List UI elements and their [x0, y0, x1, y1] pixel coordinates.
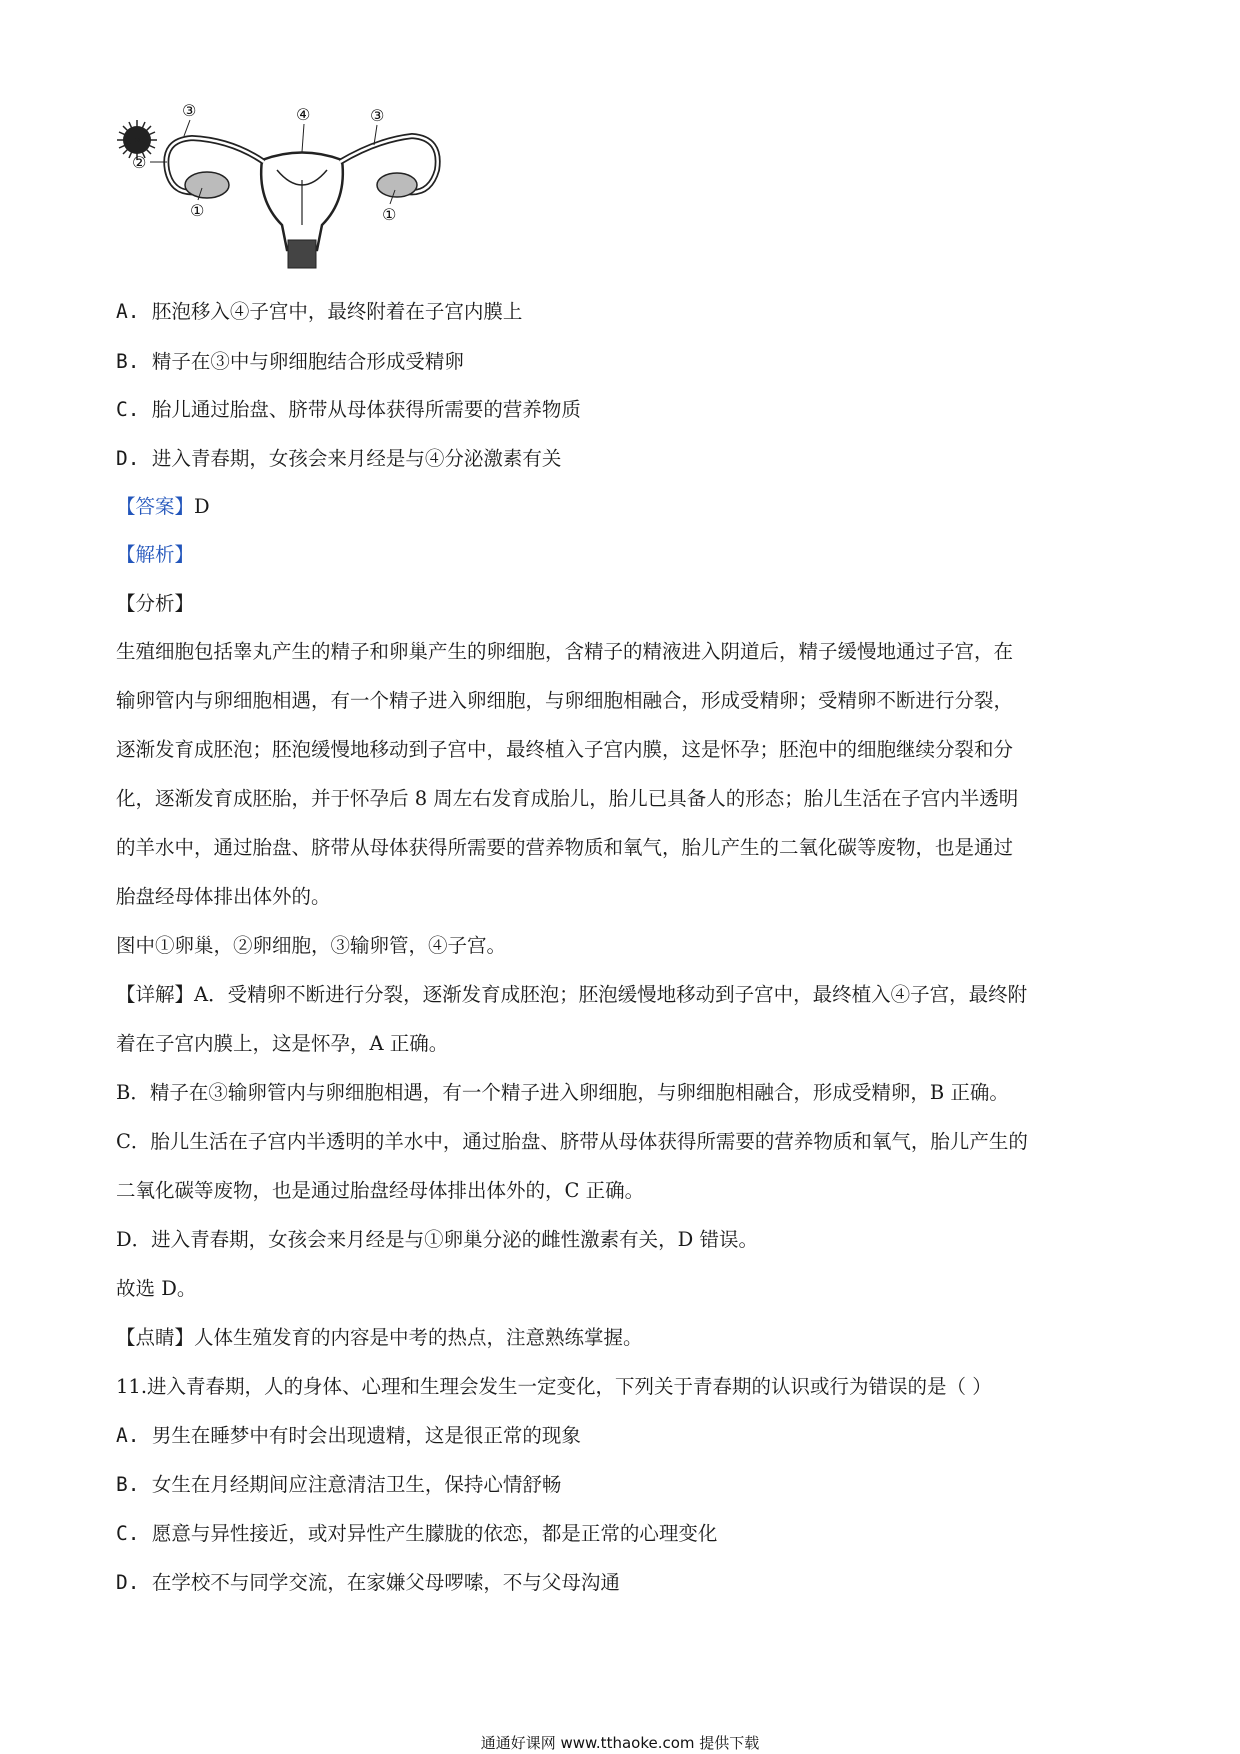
analysis-line: 的羊水中，通过胎盘、脐带从母体获得所需要的营养物质和氧气，胎儿产生的二氧化碳等废物，也是通过 [116, 836, 1014, 859]
option-letter: D. [116, 1571, 140, 1594]
option-text: 进入青春期，女孩会来月经是与④分泌激素有关 [151, 447, 562, 470]
option-text: 胎儿通过胎盘、脐带从母体获得所需要的营养物质 [151, 398, 581, 421]
detail-line: 二氧化碳等废物，也是通过胎盘经母体排出体外的，C 正确。 [116, 1179, 645, 1202]
option-letter: A. [116, 300, 140, 323]
q10-option-d [116, 449, 561, 469]
page-footer: 通通好课网 www.tthaoke.com 提供下载 [480, 1734, 760, 1752]
answer-value: D [194, 495, 210, 518]
option-text: 男生在睡梦中有时会出现遗精，这是很正常的现象 [151, 1424, 581, 1447]
analysis-line: 逐渐发育成胚泡；胚泡缓慢地移动到子宫中，最终植入子宫内膜，这是怀孕；胚泡中的细胞继续分裂和分 [116, 738, 1014, 761]
option-letter: A. [116, 1424, 140, 1447]
label-egg: ② [132, 153, 147, 172]
jiexi-tag: 【解析】 [116, 543, 195, 566]
detail-text: A．受精卵不断进行分裂，逐渐发育成胚泡；胚泡缓慢地移动到子宫中，最终植入④子宫，最终附 [194, 983, 1028, 1006]
q10-option-c [116, 400, 581, 420]
fenxi-tag: 【分析】 [116, 592, 195, 615]
label-ovary-right: ① [382, 205, 397, 224]
option-letter: D. [116, 447, 140, 470]
label-uterus: ④ [296, 105, 311, 124]
option-letter: C. [116, 1522, 140, 1545]
q11-option-a [116, 1426, 581, 1446]
label-ovary-left: ① [190, 201, 205, 220]
option-letter: C. [116, 398, 140, 421]
q11-option-c [116, 1524, 717, 1544]
detail-line: B．精子在③输卵管内与卵细胞相遇，有一个精子进入卵细胞，与卵细胞相融合，形成受精卵，B 正确。 [116, 1081, 1009, 1104]
q11-option-d [116, 1573, 620, 1593]
answer-line [116, 497, 210, 517]
label-oviduct-right: ③ [370, 106, 385, 125]
option-letter: B. [116, 350, 140, 373]
analysis-line: 化，逐渐发育成胚胎，并于怀孕后 8 周左右发育成胎儿，胎儿已具备人的形态；胎儿生活在子宫内半透明 [116, 787, 1019, 810]
detail-line: 着在子宫内膜上，这是怀孕，A 正确。 [116, 1032, 449, 1055]
analysis-line: 输卵管内与卵细胞相遇，有一个精子进入卵细胞，与卵细胞相融合，形成受精卵；受精卵不断进行分裂， [116, 689, 1014, 712]
option-text: 精子在③中与卵细胞结合形成受精卵 [151, 350, 464, 373]
q11-option-b [116, 1475, 561, 1495]
option-letter: B. [116, 1473, 140, 1496]
answer-tag: 【答案】 [116, 495, 195, 518]
dianjing-text: 人体生殖发育的内容是中考的热点，注意熟练掌握。 [194, 1326, 643, 1349]
detail-line: C．胎儿生活在子宫内半透明的羊水中，通过胎盘、脐带从母体获得所需要的营养物质和氧气，胎儿产生的 [116, 1130, 1028, 1153]
analysis-line: 生殖细胞包括睾丸产生的精子和卵巢产生的卵细胞，含精子的精液进入阴道后，精子缓慢地通过子宫，在 [116, 640, 1014, 663]
detail-line: 故选 D。 [116, 1277, 197, 1300]
option-text: 女生在月经期间应注意清洁卫生，保持心情舒畅 [151, 1473, 562, 1496]
reproductive-system-diagram [112, 100, 512, 280]
detail-line: D．进入青春期，女孩会来月经是与①卵巢分泌的雌性激素有关，D 错误。 [116, 1228, 758, 1251]
label-oviduct-left: ③ [182, 101, 197, 120]
analysis-line: 胎盘经母体排出体外的。 [116, 885, 331, 908]
option-text: 胚泡移入④子宫中，最终附着在子宫内膜上 [151, 300, 523, 323]
detail-tag: 【详解】 [116, 983, 195, 1006]
dianjing-tag: 【点睛】 [116, 1326, 195, 1349]
q10-option-b [116, 352, 464, 372]
option-text: 在学校不与同学交流，在家嫌父母啰嗦，不与父母沟通 [151, 1571, 620, 1594]
q10-option-a [116, 302, 522, 322]
ovary-left [185, 172, 229, 198]
detail-line-first [116, 985, 1027, 1005]
ovary-right [377, 173, 417, 197]
q11-stem: 11.进入青春期，人的身体、心理和生理会发生一定变化，下列关于青春期的认识或行为错误的是（ ） [116, 1375, 992, 1398]
figure-note: 图中①卵巢，②卵细胞，③输卵管，④子宫。 [116, 934, 507, 957]
option-text: 愿意与异性接近，或对异性产生朦胧的依恋，都是正常的心理变化 [151, 1522, 718, 1545]
dianjing-line [116, 1328, 643, 1348]
